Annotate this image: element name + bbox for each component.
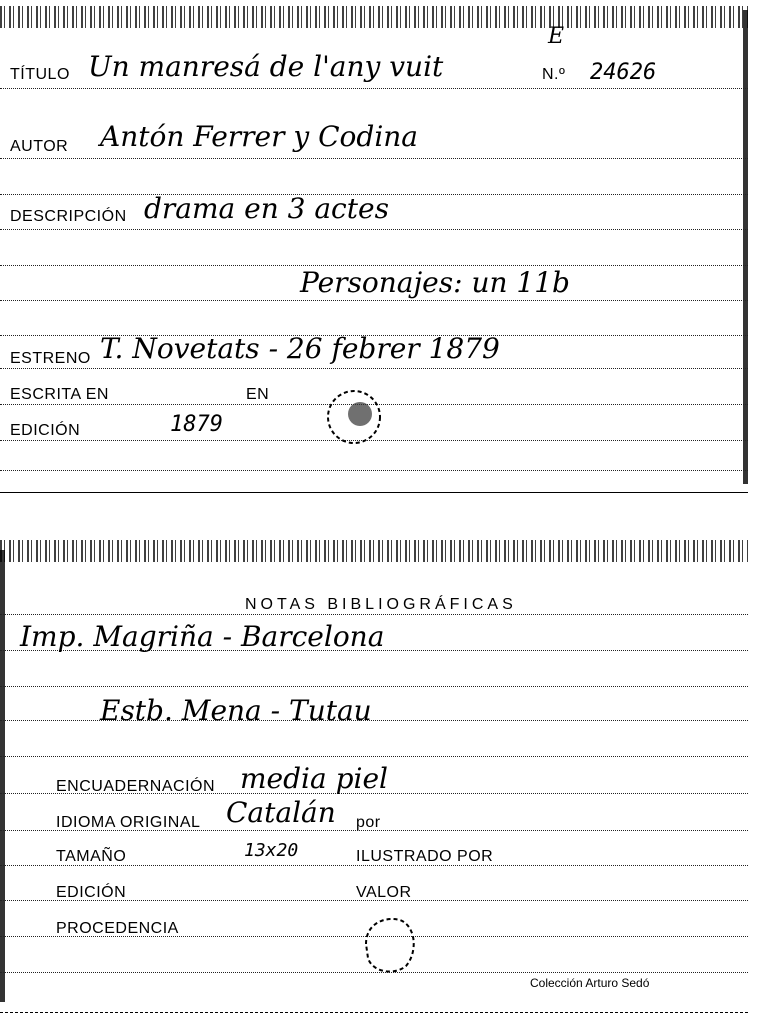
card-top-edge <box>0 540 748 562</box>
note-line-2: Estb. Mena - Tutau <box>100 694 372 727</box>
procedencia-label: PROCEDENCIA <box>56 920 179 937</box>
autor-label: AUTOR <box>10 138 69 155</box>
card-top-edge <box>0 6 748 28</box>
edicion-label-back: EDICIÓN <box>56 884 127 901</box>
rule <box>0 300 748 301</box>
por-label: por <box>356 814 381 831</box>
descripcion-value-2: Personajes: un 11b <box>300 266 570 299</box>
catalog-card-front <box>0 0 748 492</box>
catalog-card-back <box>0 540 748 1010</box>
estreno-value: T. Novetats - 26 febrer 1879 <box>100 332 500 365</box>
idioma-label: IDIOMA ORIGINAL <box>56 814 201 831</box>
card-separator <box>0 492 748 493</box>
rule <box>0 614 748 615</box>
numero-label: N.º <box>542 66 566 83</box>
tamano-value: 13x20 <box>244 840 299 861</box>
ilustrado-por-label: ILUSTRADO POR <box>356 848 494 865</box>
rule <box>0 229 748 230</box>
notas-heading: NOTAS BIBLIOGRÁFICAS <box>245 596 517 613</box>
encuadernacion-value: media piel <box>240 762 388 795</box>
rule <box>0 756 748 757</box>
estreno-label: ESTRENO <box>10 350 91 367</box>
edicion-label: EDICIÓN <box>10 422 81 439</box>
titulo-value: Un manresá de l'any vuit <box>88 50 444 83</box>
card-left-border <box>0 550 5 1002</box>
escrita-en-label: ESCRITA EN <box>10 386 109 403</box>
rule <box>0 368 748 369</box>
handwritten-mark: E <box>548 24 565 49</box>
library-stamp-back <box>356 912 422 976</box>
autor-value: Antón Ferrer y Codina <box>100 120 418 153</box>
rule <box>0 686 748 687</box>
descripcion-value: drama en 3 actes <box>144 192 389 225</box>
titulo-label: TÍTULO <box>10 66 70 83</box>
rule <box>0 158 748 159</box>
note-line-1: Imp. Magriña - Barcelona <box>20 620 385 653</box>
edicion-value: 1879 <box>170 412 223 437</box>
encuadernacion-label: ENCUADERNACIÓN <box>56 778 216 795</box>
rule <box>0 88 748 89</box>
rule <box>0 470 748 471</box>
en-label: EN <box>246 386 270 403</box>
numero-value: 24626 <box>590 60 657 85</box>
card-right-border <box>743 10 748 484</box>
idioma-value: Catalán <box>226 796 336 829</box>
card-bottom-edge <box>0 1012 748 1013</box>
collection-footer: Colección Arturo Sedó <box>530 976 650 990</box>
library-stamp <box>322 386 386 448</box>
descripcion-label: DESCRIPCIÓN <box>10 208 127 225</box>
tamano-label: TAMAÑO <box>56 848 127 865</box>
valor-label: VALOR <box>356 884 412 901</box>
